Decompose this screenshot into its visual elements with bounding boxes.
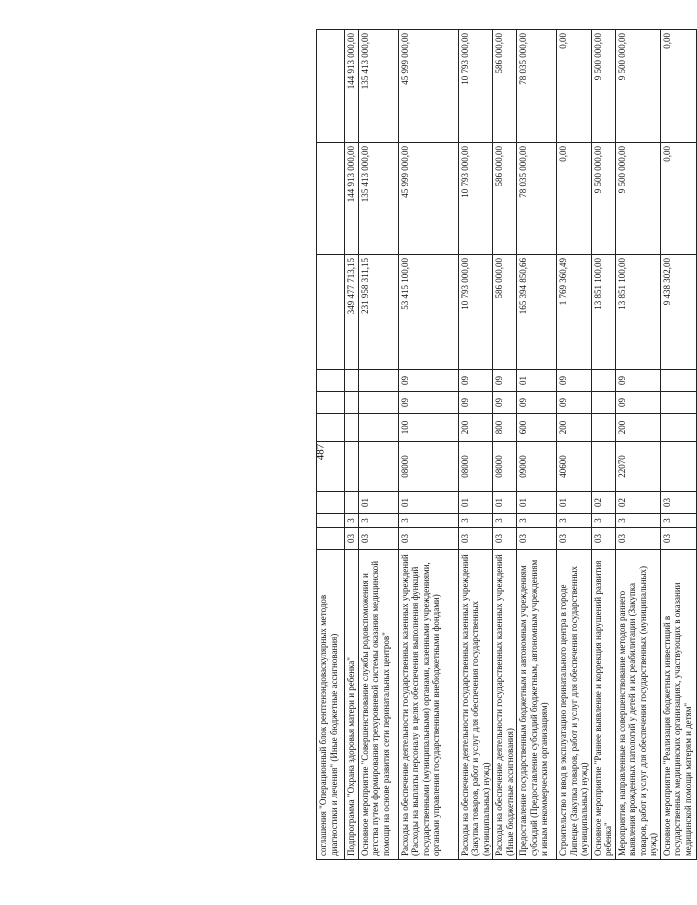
row-name: соглашения "Операционный блок рентгенэндоваскулярных методов диагностики и лечения" (Иные бюджетные ассигнования) [317,550,345,860]
code-om: 01 [358,492,398,514]
row-name: Основное мероприятие "Раннее выявление и коррекция нарушений развития ребенка" [591,550,615,860]
amount-year-2: 135 413 000,00 [358,143,398,255]
row-name: Основное мероприятие "Совершенствование службы родовспоможения и детства путем формирования трехуровневой системы оказания медицинской помощи на основе развития сети перинатальных центров" [358,550,398,860]
code-direction: 09000 [517,442,557,492]
amount-year-3: 10 793 000,00 [458,30,493,143]
table-row [317,30,345,860]
amount-year-3: 144 913 000,00 [345,30,359,143]
code-section: 09 [557,392,592,414]
code-expense-type [317,414,345,442]
amount-year-2: 586 000,00 [493,143,517,255]
row-name: Предоставление государственным бюджетным и автономным учреждениям субсидий (Предоставление субсидий бюджетным, автономным учреждениям и иным некоммерческим организациям) [517,550,557,860]
code-om: 01 [458,492,493,514]
amount-year-3: 9 500 000,00 [591,30,615,143]
code-om: 02 [591,492,615,514]
code-subsection [317,370,345,392]
code-pp: 3 [398,514,458,528]
code-section: 09 [493,392,517,414]
budget-table-rotated [316,30,693,860]
code-section: 09 [458,392,493,414]
table-row [398,30,458,860]
code-section [660,392,696,414]
amount-year-3: 0,00 [557,30,592,143]
amount-year-1: 1 769 360,49 [557,255,592,370]
amount-year-3: 9 500 000,00 [615,30,660,143]
row-name: Мероприятия, направленные на совершенствование методов раннего выявления врожденных патологий у детей и их реабилитации (Закупка товаров, работ и услуг для обеспечения государственных (муниципальных) нужд) [615,550,660,860]
amount-year-3: 586 000,00 [493,30,517,143]
amount-year-1: 9 438 302,00 [660,255,696,370]
code-gp: 03 [557,528,592,550]
code-expense-type: 200 [615,414,660,442]
code-gp: 03 [615,528,660,550]
amount-year-2: 78 035 000,00 [517,143,557,255]
code-direction: 08000 [398,442,458,492]
code-direction [345,442,359,492]
amount-year-2: 0,00 [557,143,592,255]
code-section [358,392,398,414]
amount-year-1: 586 000,00 [493,255,517,370]
amount-year-3: 135 413 000,00 [358,30,398,143]
code-om [345,492,359,514]
table-row [615,30,660,860]
code-subsection [660,370,696,392]
code-pp: 3 [615,514,660,528]
amount-year-1: 53 415 100,00 [398,255,458,370]
row-name: Расходы на обеспечение деятельности государственных казенных учреждений (Расходы на выплаты персоналу в целях обеспечения выполнения функций государственными (муниципальными) органами, казенными учреждениями, органами управления государственными внебюджетными фондами) [398,550,458,860]
code-pp: 3 [557,514,592,528]
code-pp: 3 [345,514,359,528]
code-direction: 40600 [557,442,592,492]
code-subsection: 09 [493,370,517,392]
amount-year-1: 165 394 850,66 [517,255,557,370]
table-row [345,30,359,860]
code-pp: 3 [458,514,493,528]
code-expense-type: 800 [493,414,517,442]
code-expense-type: 100 [398,414,458,442]
code-direction: 08000 [493,442,517,492]
amount-year-2: 10 793 000,00 [458,143,493,255]
amount-year-2: 9 500 000,00 [615,143,660,255]
code-expense-type [358,414,398,442]
amount-year-2: 9 500 000,00 [591,143,615,255]
code-subsection: 01 [517,370,557,392]
amount-year-2: 45 999 000,00 [398,143,458,255]
table-row [591,30,615,860]
code-expense-type: 200 [458,414,493,442]
code-direction [660,442,696,492]
amount-year-1: 13 851 100,00 [615,255,660,370]
code-om: 01 [557,492,592,514]
code-gp: 03 [358,528,398,550]
amount-year-3: 0,00 [660,30,696,143]
page-number: 487 [314,443,326,461]
code-gp [317,528,345,550]
code-subsection [345,370,359,392]
code-pp: 3 [660,514,696,528]
code-gp: 03 [493,528,517,550]
code-section [317,392,345,414]
code-om [317,492,345,514]
table-row [517,30,557,860]
row-name: Расходы на обеспечение деятельности государственных казенных учреждений (Закупка товаров, работ и услуг для обеспечения государственных (муниципальных) нужд) [458,550,493,860]
code-section: 09 [398,392,458,414]
code-expense-type [591,414,615,442]
code-subsection [591,370,615,392]
row-name: Строительство и ввод в эксплуатацию перинатального центра в городе Липецке (Закупка товаров, работ и услуг для обеспечения государственных (муниципальных) нужд) [557,550,592,860]
code-expense-type: 200 [557,414,592,442]
amount-year-1 [317,255,345,370]
table-row [557,30,592,860]
code-expense-type: 600 [517,414,557,442]
code-subsection [358,370,398,392]
table-row [660,30,696,860]
amount-year-2: 0,00 [660,143,696,255]
code-gp: 03 [660,528,696,550]
table-row [458,30,493,860]
code-direction [358,442,398,492]
code-om: 01 [493,492,517,514]
code-gp: 03 [458,528,493,550]
amount-year-2 [317,143,345,255]
amount-year-3 [317,30,345,143]
code-subsection: 09 [557,370,592,392]
budget-table [316,29,697,860]
code-pp: 3 [358,514,398,528]
code-pp: 3 [591,514,615,528]
code-expense-type [345,414,359,442]
amount-year-3: 78 035 000,00 [517,30,557,143]
code-gp: 03 [345,528,359,550]
amount-year-2: 144 913 000,00 [345,143,359,255]
code-om: 01 [517,492,557,514]
code-subsection: 09 [615,370,660,392]
amount-year-3: 45 999 000,00 [398,30,458,143]
code-subsection: 09 [398,370,458,392]
code-section [591,392,615,414]
code-direction [317,442,345,492]
code-section: 09 [517,392,557,414]
code-direction [591,442,615,492]
amount-year-1: 10 793 000,00 [458,255,493,370]
amount-year-1: 231 958 311,15 [358,255,398,370]
code-pp: 3 [493,514,517,528]
amount-year-1: 349 477 713,15 [345,255,359,370]
row-name: Подпрограмма "Охрана здоровья матери и ребенка" [345,550,359,860]
code-direction: 08000 [458,442,493,492]
code-subsection: 09 [458,370,493,392]
code-pp: 3 [517,514,557,528]
code-pp [317,514,345,528]
code-section: 09 [615,392,660,414]
code-om: 01 [398,492,458,514]
code-gp: 03 [517,528,557,550]
code-direction: 22070 [615,442,660,492]
code-section [345,392,359,414]
amount-year-1: 13 851 100,00 [591,255,615,370]
row-name: Основное мероприятие "Реализация бюджетных инвестиций в государственных медицинских организациях, участвующих в оказании медицинской помощи матерям и детям" [660,550,696,860]
table-row [493,30,517,860]
code-gp: 03 [591,528,615,550]
code-expense-type [660,414,696,442]
code-om: 03 [660,492,696,514]
row-name: Расходы на обеспечение деятельности государственных казенных учреждений (Иные бюджетные ассигнования) [493,550,517,860]
code-gp: 03 [398,528,458,550]
table-row [358,30,398,860]
code-om: 02 [615,492,660,514]
